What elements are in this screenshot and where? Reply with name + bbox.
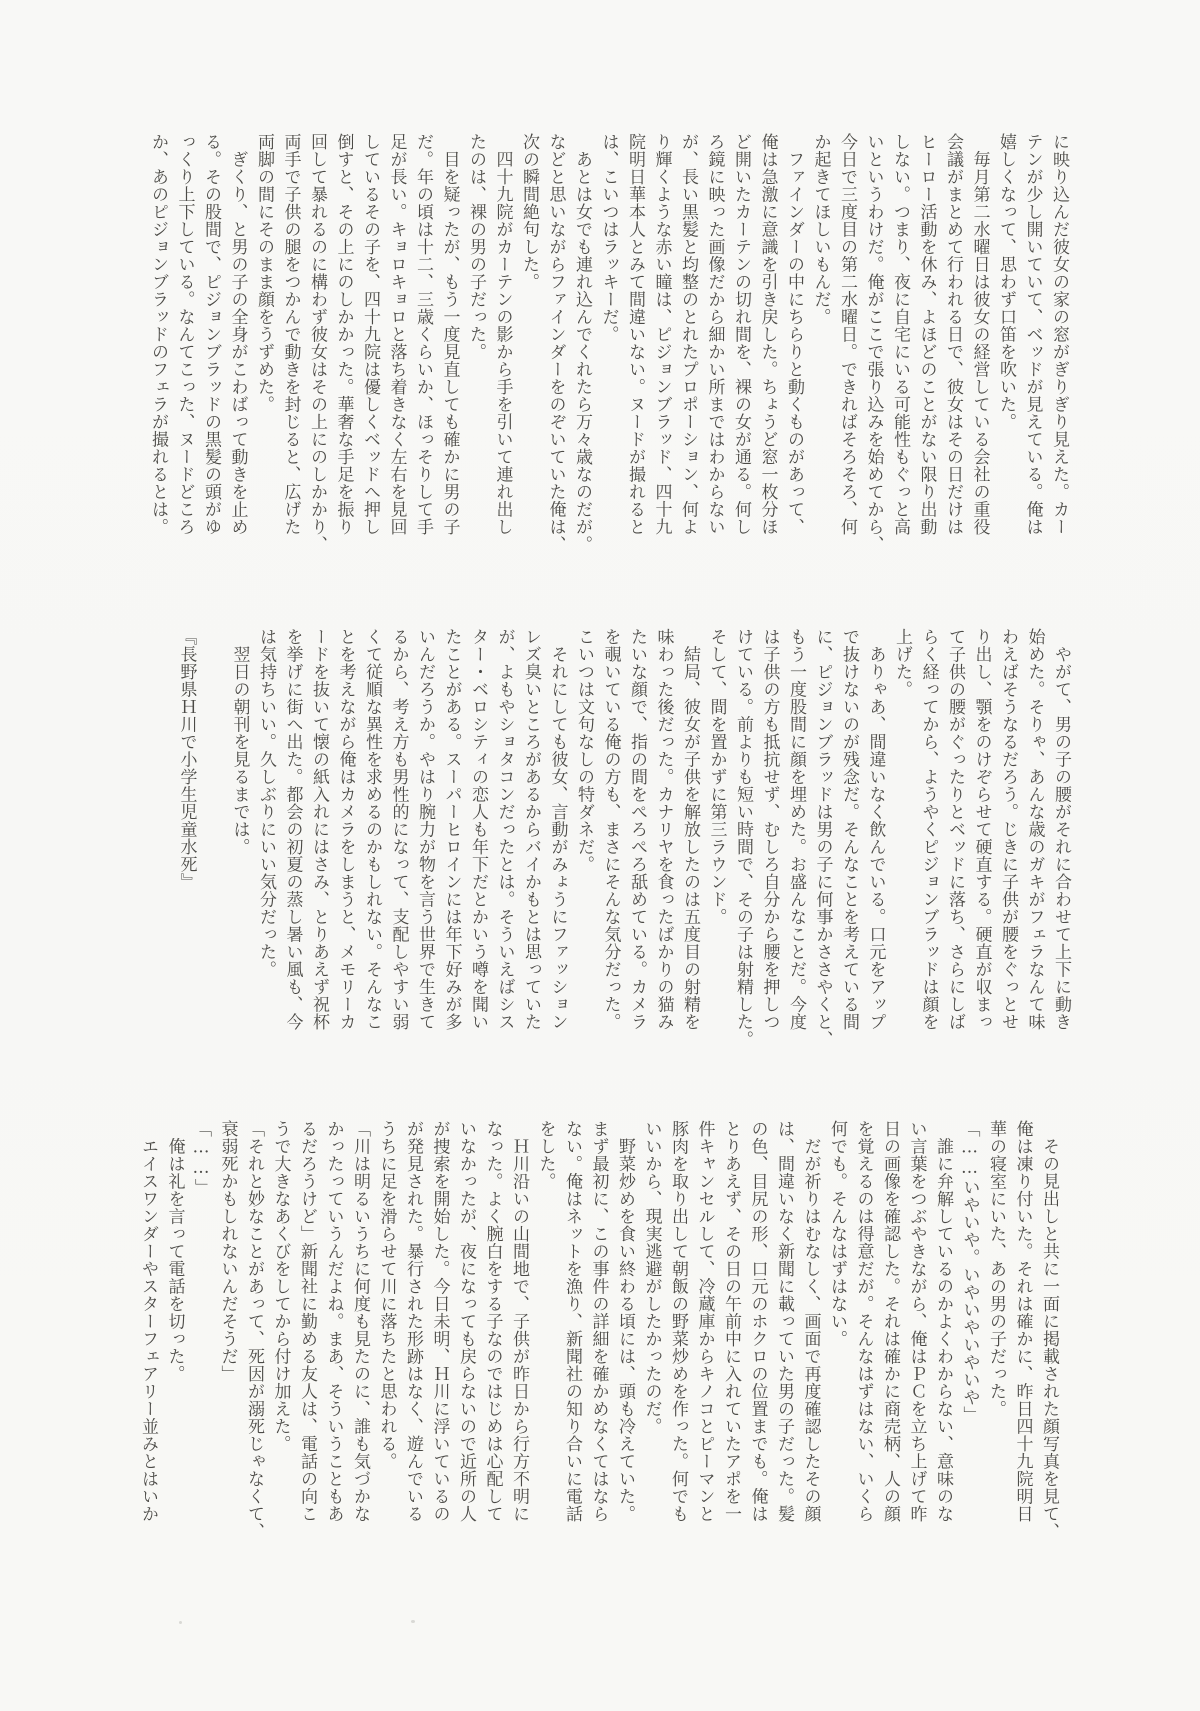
- text-column: を覗いている俺の方も、まさにそんな気分だった。: [600, 628, 621, 1031]
- text-column: か、あのピジョンブラッドのフェラが撮れるとは。: [148, 133, 168, 536]
- text-column: 俺は凍り付いた。それは確かに、昨日四十九院明日: [1012, 1120, 1033, 1523]
- text-column: を覚えるのは得意だが。そんなはずはない、いくら: [853, 1120, 874, 1523]
- text-column: 両脚の間にそのまま顔をうずめた。: [254, 133, 274, 413]
- text-column: 足が長い。キョロキョロと落ち着きなく左右を見回: [386, 133, 407, 536]
- text-column: ぎくり、と男の子の全身がこわばって動きを止め: [227, 133, 248, 536]
- text-column: 上げた。: [892, 628, 912, 698]
- text-column: こいつは文句なしの特ダネだ。: [574, 628, 594, 873]
- text-column: ろ鏡に映った画像だから細かい所まではわからない: [704, 133, 725, 536]
- text-column: レズ臭いところがあるからバイかもとは思っていた: [521, 628, 541, 1031]
- text-column: 『長野県Ｈ川で小学生児童水死』: [176, 628, 197, 891]
- text-column: そして、間を置かずに第三ラウンド。: [706, 628, 727, 926]
- text-column: もう一度股間に顔を埋めた。お盛んなことだ。今度: [786, 628, 806, 1031]
- text-column: うで大きなあくびをしてから付け加えた。: [270, 1120, 291, 1453]
- text-column: 会議がまとめて行われる日で、彼女はその日だけは: [943, 133, 963, 536]
- text-column: たことがある。スーパーヒロインには年下好みが多: [441, 628, 462, 1031]
- text-column: は子供の方も抵抗せず、むしろ自分から腰を押しつ: [759, 628, 780, 1031]
- text-column: だ。年の頃は十二、三歳くらいか、ほっそりして手: [413, 133, 433, 536]
- text-column: に、ピジョンブラッドは男の子に何事かささやくと、: [812, 628, 833, 1048]
- text-column: り出し、顎をのけぞらせて硬直する。硬直が収まっ: [971, 628, 992, 1031]
- text-column: が捜索を開始した。今日未明、Ｈ川に浮いているの: [429, 1120, 450, 1523]
- text-column: ター・ベロシティの恋人も年下だとかいう噂を聞い: [468, 628, 488, 1031]
- text-column: Ｈ川沿いの山間地で、子供が昨日から行方不明に: [509, 1120, 529, 1523]
- text-column: らく経ってから、ようやくピジョンブラッドは顔を: [918, 628, 939, 1031]
- text-column: くて従順な異性を求めるのかもしれない。そんなこ: [362, 628, 382, 1031]
- text-column: たいな顔で、指の間をぺろぺろ舐めている。カメラ: [627, 628, 647, 1031]
- text-column: テンが少し開いていて、ベッドが見えている。俺は: [1022, 133, 1043, 536]
- text-column: ードを抜いて懐の紙入れにはさみ、とりあえず祝杯: [309, 628, 329, 1031]
- text-column: まず最初に、この事件の詳細を確かめなくてはなら: [588, 1120, 609, 1523]
- text-column: が、長い黒髪と均整のとれたプロポーション、何よ: [678, 133, 698, 536]
- text-column: 院明日華本人とみて間違いない。ヌードが撮れると: [625, 133, 645, 536]
- text-column: いいから、現実逃避がしたかったのだ。: [641, 1120, 662, 1435]
- text-column: しない。つまり、夜に自宅にいる可能性もぐっと高: [890, 133, 910, 536]
- text-column: いというわけだ。俺がここで張り込みを始めてから、: [863, 133, 884, 553]
- text-column: は気持ちいい。久しぶりにいい気分だった。: [256, 628, 276, 978]
- text-column: 「……いやいや。いやいやいやいや」: [959, 1120, 980, 1424]
- text-column: 回して暴れるのに構わず彼女はその上にのしかかり、: [307, 133, 327, 553]
- text-column: やがて、男の子の腰がそれに合わせて上下に動き: [1051, 628, 1071, 1031]
- text-column: ない。俺はネットを漁り、新聞社の知り合いに電話: [562, 1120, 582, 1523]
- text-column: エイスワンダーやスターフェアリー並みとはいか: [138, 1120, 158, 1523]
- text-column: などと思いながらファインダーをのぞいていた俺は、: [545, 133, 566, 553]
- text-column: 両手で子供の腿をつかんで動きを封じると、広げた: [280, 133, 301, 536]
- text-column: ヒーロー活動を休み、よほどのことがない限り出動: [916, 133, 937, 536]
- text-column: 「それと妙なことがあって、死因が溺死じゃなくて、: [244, 1120, 264, 1540]
- text-column: あとは女でも連れ込んでくれたら万々歳なのだが。: [572, 133, 592, 553]
- text-column: わえばそうなるだろう。じきに子供が腰をぐっとせ: [998, 628, 1018, 1031]
- text-column: て子供の腰がぐったりとベッドに落ち、さらにしば: [945, 628, 965, 1031]
- text-column: の色、目尻の形、口元のホクロの位置までも。俺は: [747, 1120, 768, 1523]
- scan-speck: [179, 1621, 182, 1624]
- text-column: 俺は礼を言って電話を切った。: [164, 1120, 185, 1383]
- text-column: か起きてほしいもんだ。: [810, 133, 831, 326]
- text-column: うちに足を滑らせて川に落ちたと思われる。: [376, 1120, 397, 1470]
- text-column: ファインダーの中にちらりと動くものがあって、: [784, 133, 804, 536]
- text-column: 「川は明るいうちに何度も見たのに、誰も気づかな: [350, 1120, 370, 1523]
- text-column: 始めた。そりゃ、あんな歳のガキがフェラなんて味: [1024, 628, 1045, 1031]
- text-column: なった。よく腕白をする子なのではじめは心配して: [482, 1120, 503, 1523]
- text-column: で抜けないのが残念だ。そんなことを考えている間: [839, 628, 859, 1031]
- text-column: しているその子を、四十九院は優しくベッドへ押し: [360, 133, 380, 536]
- text-column: が発見された。暴行された形跡はなく、遊んでいる: [403, 1120, 423, 1523]
- text-column: 日の画像を確認した。それは確かに商売柄、人の顔: [880, 1120, 900, 1523]
- text-column: いんだろうか。やはり腕力が物を言う世界で生きて: [415, 628, 435, 1031]
- scan-speck: [411, 1620, 415, 1623]
- text-column: 四十九院がカーテンの影から手を引いて連れ出し: [492, 133, 513, 536]
- text-column: [200, 628, 227, 1064]
- text-column: 俺は急激に意識を引き戻した。ちょうど窓一枚分ほ: [757, 133, 778, 536]
- text-column: 味わった後だった。カナリヤを食ったばかりの猫み: [653, 628, 674, 1031]
- text-column: それにしても彼女、言動がみょうにファッション: [547, 628, 568, 1031]
- text-column: は、こいつはラッキーだ。: [598, 133, 619, 343]
- text-column: だが祈りはむなしく、画面で再度確認したその顔: [800, 1120, 821, 1523]
- text-column: その見出しと共に一面に掲載された顔写真を見て、: [1039, 1120, 1059, 1540]
- text-column: 翌日の朝刊を見るまでは。: [229, 628, 250, 856]
- text-column: 嬉しくなって、思わず口笛を吹いた。: [996, 133, 1016, 431]
- text-column: 野菜炒めを食い終わる頃には、頭も冷えていた。: [615, 1120, 635, 1523]
- text-column: けている。前よりも短い時間で、その子は射精した。: [733, 628, 753, 1048]
- text-column: る。その股間で、ピジョンブラッドの黒髪の頭がゆ: [201, 133, 221, 536]
- text-column: が、よもやショタコンだったとは。そういえばシス: [494, 628, 515, 1031]
- text-column: 件キャンセルして、冷蔵庫からキノコとピーマンと: [694, 1120, 715, 1523]
- text-column: いなかったが、夜になっても戻らないので近所の人: [456, 1120, 476, 1523]
- text-column: ありゃあ、間違いなく飲んでいる。口元をアップ: [865, 628, 886, 1031]
- text-column: 今日で三度目の第二水曜日。できればそろそろ、何: [837, 133, 857, 536]
- text-column: 衰弱死かもしれないんだそうだ」: [217, 1120, 238, 1383]
- text-band-top: [145, 133, 1073, 569]
- text-column: るだろうけど」新聞社に勤める友人は、電話の向こ: [297, 1120, 317, 1523]
- text-column: は、間違いなく新聞に載っていた男の子だった。髪: [774, 1120, 794, 1523]
- text-column: 何でも。そんなはずはない。: [827, 1120, 847, 1348]
- text-column: を挙げに街へ出た。都会の初夏の蒸し暑い風も、今: [282, 628, 303, 1031]
- text-band-middle: [173, 628, 1074, 1064]
- text-column: 華の寝室にいた、あの男の子だった。: [986, 1120, 1006, 1418]
- text-band-bottom: [135, 1120, 1063, 1556]
- text-column: とりあえず、その日の午前中に入れていたアポを一: [721, 1120, 741, 1523]
- text-column: 目を疑ったが、もう一度見直しても確かに男の子: [439, 133, 460, 536]
- text-column: っくり上下している。なんてこった、ヌードどころ: [174, 133, 195, 536]
- text-column: り輝くような赤い瞳は、ピジョンブラッド、四十九: [651, 133, 672, 536]
- text-column: 豚肉を取り出して朝飯の野菜炒めを作った。何でも: [668, 1120, 688, 1523]
- text-column: に映り込んだ彼女の家の窓がぎりぎり見えた。カー: [1049, 133, 1069, 536]
- text-column: とを考えながら俺はカメラをしまうと、メモリーカ: [335, 628, 356, 1031]
- text-column: をした。: [535, 1120, 556, 1190]
- text-column: 結局、彼女が子供を解放したのは五度目の射精を: [680, 628, 700, 1031]
- text-column: 「……」: [191, 1120, 211, 1196]
- text-column: たのは、裸の男の子だった。: [466, 133, 486, 361]
- text-column: い言葉をつぶやきながら、俺はＰＣを立ち上げて昨: [906, 1120, 927, 1523]
- text-column: 毎月第二水曜日は彼女の経営している会社の重役: [969, 133, 990, 536]
- text-column: るから、考え方も男性的になって、支配しやすい弱: [388, 628, 409, 1031]
- text-column: かったっていうんだよね。まあ、そういうこともあ: [323, 1120, 344, 1523]
- text-column: 誰に弁解しているのかよくわからない、意味のな: [933, 1120, 953, 1523]
- text-column: 次の瞬間絶句した。: [519, 133, 539, 291]
- text-column: ど開いたカーテンの切れ間を、裸の女が通る。何し: [731, 133, 751, 536]
- text-column: 倒すと、その上にのしかかった。華奢な手足を振り: [333, 133, 354, 536]
